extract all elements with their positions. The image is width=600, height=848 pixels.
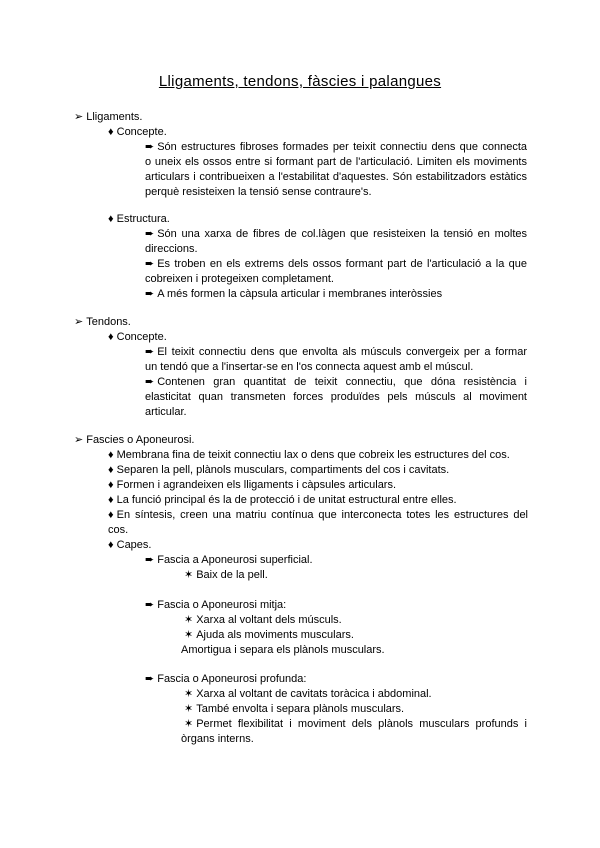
arrow-bullet-icon: ➢: [74, 434, 84, 446]
diamond-bullet-icon: ♦: [108, 509, 114, 521]
page-title: Lligaments, tendons, fàscies i palangues: [158, 73, 442, 90]
layer-item-text: Permet flexibilitat i moviment dels plànols musculars profunds i: [196, 718, 527, 730]
layer-item: [184, 568, 268, 583]
layer-item: [184, 628, 354, 643]
diamond-bullet-icon: ♦: [108, 331, 114, 343]
pointer-bullet-icon: ➨: [145, 376, 155, 388]
diamond-bullet-icon: ♦: [108, 126, 114, 138]
heading-text: Fascies o Aponeurosi.: [86, 434, 195, 446]
paragraph-line: direccions.: [145, 243, 198, 255]
layer-label: Fascia o Aponeurosi profunda:: [157, 673, 307, 685]
paragraph-line: o uneix els ossos entre si formant part de l'articulació. Limiten els moviments: [145, 156, 527, 168]
paragraph-text: A més formen la càpsula articular i membranes interòssies: [157, 288, 443, 300]
paragraph-line: articular.: [145, 406, 187, 418]
paragraph-line: [145, 140, 527, 155]
paragraph-text: Es troben en els extrems dels ossos formant part de l'articulació a la que: [157, 258, 527, 270]
layer-label: Fascia o Aponeurosi mitja:: [157, 599, 287, 611]
star-bullet-icon: ✶: [184, 614, 194, 626]
diamond-bullet-icon: ♦: [108, 479, 114, 491]
pointer-bullet-icon: ➨: [145, 258, 155, 270]
list-item: [108, 478, 396, 493]
subheading-estructura: [108, 212, 170, 227]
list-item-text: La funció principal és la de protecció i de unitat estructural entre elles.: [116, 494, 457, 506]
star-bullet-icon: ✶: [184, 718, 194, 730]
layer-item: [184, 613, 342, 628]
paragraph-line: [145, 375, 527, 390]
heading-text: Lligaments.: [86, 111, 143, 123]
heading-lligaments: [74, 110, 142, 125]
list-item: [108, 448, 510, 463]
pointer-bullet-icon: ➨: [145, 599, 155, 611]
paragraph-line: [145, 345, 527, 360]
list-item-text: Formen i agrandeixen els lligaments i càpsules articulars.: [116, 479, 397, 491]
paragraph-line: articulars i contribueixen a l'estabilitat d'aquestes. Són estabilitzadors estàtics: [145, 171, 527, 183]
heading-text: Tendons.: [86, 316, 131, 328]
pointer-bullet-icon: ➨: [145, 141, 155, 153]
pointer-bullet-icon: ➨: [145, 288, 155, 300]
list-item-continuation: cos.: [108, 524, 129, 536]
layer-note: Amortigua i separa els plànols musculars.: [181, 644, 385, 656]
list-item-text: Separen la pell, plànols musculars, compartiments del cos i cavitats.: [116, 464, 450, 476]
list-item: [108, 463, 449, 478]
diamond-bullet-icon: ♦: [108, 464, 114, 476]
arrow-bullet-icon: ➢: [74, 316, 84, 328]
layer-item-text: També envolta i separa plànols musculars.: [196, 703, 405, 715]
paragraph-line: [145, 287, 442, 302]
diamond-bullet-icon: ♦: [108, 449, 114, 461]
diamond-bullet-icon: ♦: [108, 539, 114, 551]
paragraph-line: un tendó que a l'insertar-se en l'os connecta aquest amb el múscul.: [145, 361, 474, 373]
star-bullet-icon: ✶: [184, 569, 194, 581]
subheading-text: Capes.: [116, 539, 152, 551]
paragraph-line: [145, 257, 527, 272]
list-item: [108, 508, 528, 523]
paragraph-text: El teixit connectiu dens que envolta als músculs convergeix per a formar: [157, 346, 527, 358]
layer-label: Fascia a Aponeurosi superficial.: [157, 554, 313, 566]
layer-item: [184, 717, 527, 732]
paragraph-line: elasticitat quan transmeten forces produïdes pels músculs al moviment: [145, 391, 527, 403]
layer-mitja: [145, 598, 286, 613]
layer-item-text: Ajuda als moviments musculars.: [196, 629, 354, 641]
layer-profunda: [145, 672, 306, 687]
diamond-bullet-icon: ♦: [108, 213, 114, 225]
paragraph-text: Contenen gran quantitat de teixit connectiu, que dóna resistència i: [157, 376, 527, 388]
layer-item: [184, 687, 432, 702]
layer-item-text: Xarxa al voltant dels músculs.: [196, 614, 342, 626]
list-item: [108, 493, 457, 508]
list-item-text: Membrana fina de teixit connectiu lax o dens que cobreix les estructures del cos.: [116, 449, 510, 461]
paragraph-line: cobreixen i protegeixen completament.: [145, 273, 334, 285]
heading-tendons: [74, 315, 131, 330]
subheading-text: Concepte.: [116, 331, 167, 343]
layer-superficial: [145, 553, 313, 568]
star-bullet-icon: ✶: [184, 703, 194, 715]
list-item-text: En síntesis, creen una matriu contínua que interconecta totes les estructures del: [116, 509, 528, 521]
heading-fascies: [74, 433, 194, 448]
subheading-concepte: [108, 330, 167, 345]
layer-item-text: Xarxa al voltant de cavitats toràcica i abdominal.: [196, 688, 432, 700]
layer-item-continuation: òrgans interns.: [181, 733, 254, 745]
star-bullet-icon: ✶: [184, 688, 194, 700]
star-bullet-icon: ✶: [184, 629, 194, 641]
pointer-bullet-icon: ➨: [145, 673, 155, 685]
layer-item: [184, 702, 404, 717]
subheading-text: Concepte.: [116, 126, 167, 138]
diamond-bullet-icon: ♦: [108, 494, 114, 506]
pointer-bullet-icon: ➨: [145, 228, 155, 240]
subheading-capes: [108, 538, 151, 553]
paragraph-text: Són una xarxa de fibres de col.làgen que resisteixen la tensió en moltes: [157, 228, 527, 240]
subheading-concepte: [108, 125, 167, 140]
subheading-text: Estructura.: [116, 213, 170, 225]
arrow-bullet-icon: ➢: [74, 111, 84, 123]
layer-item-text: Baix de la pell.: [196, 569, 268, 581]
paragraph-line: [145, 227, 527, 242]
paragraph-text: Són estructures fibroses formades per teixit connectiu dens que connecta: [157, 141, 527, 153]
pointer-bullet-icon: ➨: [145, 346, 155, 358]
pointer-bullet-icon: ➨: [145, 554, 155, 566]
paragraph-line: perquè resisteixen la tensió sense contraure's.: [145, 186, 372, 198]
